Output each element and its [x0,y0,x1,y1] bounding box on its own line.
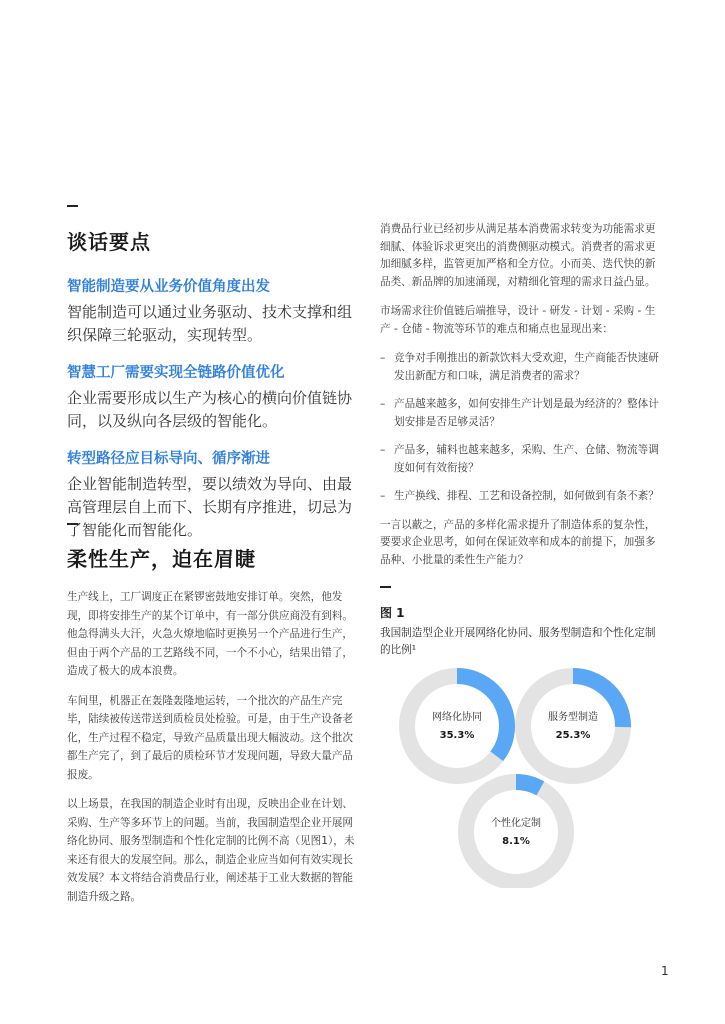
bullet-mark: – [380,490,386,502]
talking-points-title: 谈话要点 [67,230,151,254]
donut-label: 个性化定制 [491,818,541,829]
body-paragraph: 生产线上，工厂调度正在紧锣密鼓地安排订单。突然，他发现，即将安排生产的某个订单中，有一部分供应商没有到料。他急得满头大汗，火急火燎地临时更换另一个产品进行生产，但由于两个产品的工艺路线不同，一个不小心，结果出错了，造成了极大的成本浪费。 [67,591,354,677]
page-number: 1 [661,964,669,978]
talking-point-heading: 智能制造要从业务价值角度出发 [67,279,270,295]
body-paragraph: 车间里，机器正在轰隆轰隆地运转，一个批次的产品生产完毕，陆续被传送带送到质检员处检验。可是，由于生产设备老化，生产过程不稳定，导致产品质量出现大幅波动。这个批次都生产完了，到了最后的质检环节才发现问题，导致大量产品报废。 [67,694,354,781]
donut-value: 35.3% [439,730,475,741]
body-paragraph: 以上场景，在我国的制造企业时有出现，反映出企业在计划、采购、生产等多环节上的问题。当前，我国制造型企业开展网络化协同、服务型制造和个性化定制的比例不高（见图1），未来还有很大的发展空间。那么，制造企业应当如何有效实现长效发展？本文将结合消费品行业，阐述基于工业大数据的智能制造升级之路。 [67,798,355,903]
talking-points-section [67,226,357,556]
bullet-mark: – [380,444,386,456]
talking-point-heading: 智慧工厂需要实现全链路价值优化 [67,365,285,381]
donut-chart [380,658,670,888]
bullet-mark: – [380,398,386,410]
donut-3 [466,782,566,882]
section-divider [67,205,78,207]
right-column-text [380,221,662,581]
closing-paragraph: 一言以蔽之，产品的多样化需求提升了制造体系的复杂性，要要求企业思考，如何在保证效率和成本的前提下，加强多品种、小批量的柔性生产能力？ [380,518,656,566]
figure-caption: 我国制造型企业开展网络化协同、服务型制造和个性化定制的比例¹ [380,627,656,656]
donut-value: 8.1% [502,836,530,847]
bullet-text: 生产换线、排程、工艺和设备控制，如何做到有条不紊？ [394,490,659,502]
body-paragraph: 市场需求往价值链后端推导，设计 - 研发 - 计划 - 采购 - 生产 - 仓储 - 物流等环节的难点和痛点也显现出来： [380,305,656,335]
talking-point-text: 企业需要形成以生产为核心的横向价值链协同，以及纵向各层级的智能化。 [67,389,353,430]
flexible-production-title: 柔性生产，迫在眉睫 [67,547,256,571]
figure-label: 图 1 [380,606,405,620]
donut-value: 25.3% [555,730,591,741]
flexible-production-section [67,543,357,917]
bullet-item [380,350,662,385]
talking-point-heading: 转型路径应目标导向、循序渐进 [67,451,270,467]
talking-point [67,275,357,347]
bullet-item [380,488,662,506]
donut-2 [523,676,623,776]
bullet-text: 产品越来越多，如何安排生产计划是最为经济的？整体计划安排是否足够灵活？ [394,398,659,428]
talking-point [67,447,357,542]
bullet-item [380,396,662,431]
donut-1 [407,676,507,776]
bullet-text: 竞争对手刚推出的新款饮料大受欢迎，生产商能否快速研发出新配方和口味，满足消费者的需求？ [394,352,659,382]
figure-header [380,604,662,659]
donut-remainder-ring [466,782,566,882]
figure-divider [380,586,391,588]
bullet-text: 产品多，辅料也越来越多，采购、生产、仓储、物流等调度如何有效衔接？ [394,444,659,474]
talking-point-text: 智能制造可以通过业务驱动、技术支撑和组织保障三轮驱动，实现转型。 [67,303,353,344]
bullet-mark: – [380,352,386,364]
donut-label: 网络化协同 [432,712,482,723]
body-paragraph: 消费品行业已经初步从满足基本消费需求转变为功能需求更细腻、体验诉求更突出的消费侧驱动模式。消费者的需求更加细腻多样，监管更加严格和全方位。小而美、迭代快的新品类、新品牌的加速涌现，对精细化管理的需求日益凸显。 [380,223,656,288]
donut-label: 服务型制造 [548,712,598,723]
talking-point [67,361,357,433]
bullet-item [380,442,662,477]
talking-point-text: 企业智能制造转型，要以绩效为导向、由最高管理层自上而下、长期有序推进，切忌为了智能化而智能化。 [67,475,353,539]
